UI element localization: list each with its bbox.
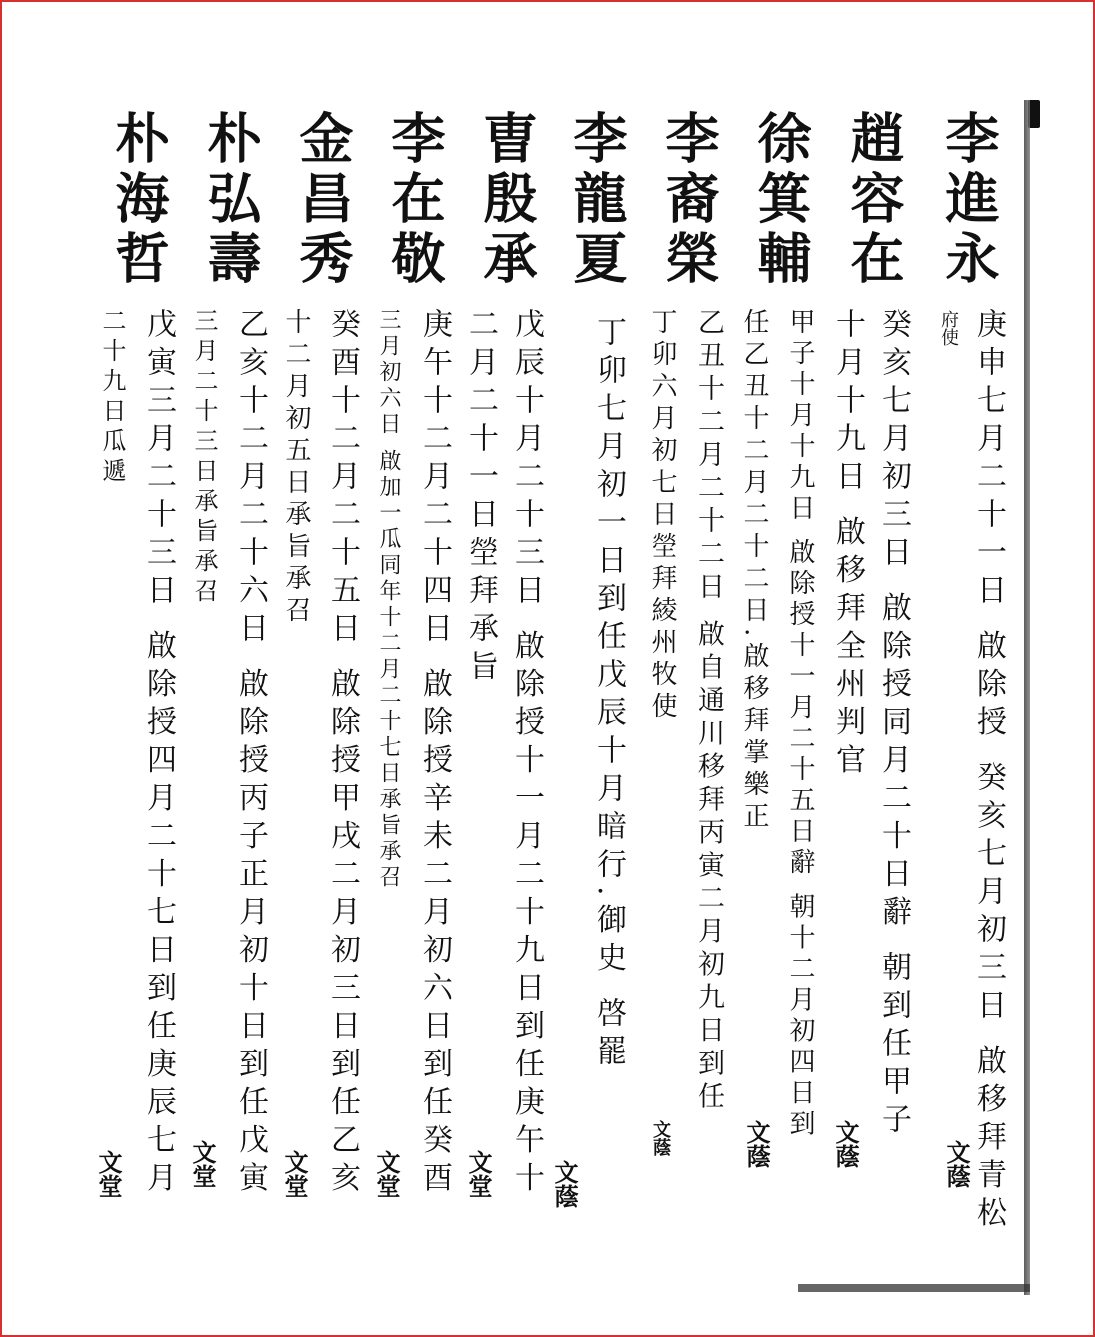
appointment-line: 戊辰十月二十三日 啟除授十一月二十九日到任庚午十 <box>509 308 544 1200</box>
appointment-line: 二月二十一日塋拜承旨 <box>463 308 498 688</box>
page-right-edge <box>1024 100 1030 1295</box>
official-name: 朴海哲 <box>107 110 171 290</box>
document-page <box>18 40 1018 1270</box>
official-name: 李進永 <box>937 110 1001 290</box>
appointment-line: 癸酉十二月二十五日 啟除授甲戌二月初三日到任乙亥 <box>325 308 360 1200</box>
appointment-line: 十月十九日 啟移拜全州判官 <box>830 308 865 782</box>
record-entry <box>180 110 278 1290</box>
record-entry <box>456 110 554 1290</box>
record-entry <box>364 110 462 1290</box>
appointment-line: 丁卯六月初七日塋拜綾州牧使 <box>647 308 677 724</box>
record-entry <box>272 110 370 1290</box>
appointment-line: 三月初六日 啟加一瓜同年十二月二十七日承旨承召 <box>376 308 401 891</box>
record-entry <box>918 110 1016 1290</box>
official-name: 曺殷承 <box>475 110 539 290</box>
record-entry <box>638 110 736 1290</box>
appointment-line: 甲子十月十九日 啟除授十一月二十五日辭 朝十二月初四日到 <box>785 308 815 1141</box>
official-name: 朴弘壽 <box>199 110 263 290</box>
rank-note: 文堂 <box>188 1140 217 1188</box>
appointment-line: 癸亥七月初三日 啟除授同月二十日辭 朝到任甲子 <box>876 308 911 1142</box>
official-name: 金昌秀 <box>291 110 355 290</box>
appointment-line: 二十九日瓜遞 <box>98 308 126 488</box>
rank-note: 文堂 <box>94 1150 123 1198</box>
official-name: 徐箕輔 <box>749 110 813 290</box>
rank-note: 文蔭 <box>942 1140 971 1188</box>
official-name: 趙容在 <box>842 110 906 290</box>
rank-note: 文蔭 <box>550 1160 579 1208</box>
appointment-line: 乙亥十二月二十六日 啟除授丙子正月初十日到任戊寅 <box>233 308 268 1200</box>
rank-note: 文蔭 <box>650 1120 671 1156</box>
appointment-line: 府使 <box>938 310 959 346</box>
appointment-line: 十二月初五日承旨承召 <box>281 308 311 628</box>
appointment-line: 任乙丑十二月二十二日.啟移拜掌樂正 <box>739 308 769 835</box>
rank-note: 文堂 <box>464 1150 493 1198</box>
official-name: 李龍夏 <box>565 110 629 290</box>
record-entry <box>823 110 921 1290</box>
rank-note: 文蔭 <box>831 1120 860 1168</box>
rank-note: 文蔭 <box>742 1120 771 1168</box>
appointment-line: 三月二十三日承旨承召 <box>190 308 218 608</box>
record-entry <box>546 110 644 1290</box>
appointment-line: 丁卯七月初一日到任戊辰十月暗行.御史 啓罷 <box>591 316 626 1074</box>
rank-note: 文堂 <box>280 1150 309 1198</box>
appointment-line: 戊寅三月二十三日 啟除授四月二十七日到任庚辰七月 <box>141 308 176 1200</box>
official-name: 李裔榮 <box>657 110 721 290</box>
official-name: 李在敬 <box>383 110 447 290</box>
appointment-line: 乙丑十二月二十二日 啟自通川移拜丙寅二月初九日到任 <box>693 308 724 1115</box>
record-entry <box>730 110 828 1290</box>
rank-note: 文堂 <box>372 1150 401 1198</box>
record-entry <box>88 110 186 1290</box>
appointment-line: 庚午十二月二十四日 啟除授辛未二月初六日到任癸酉 <box>417 308 452 1200</box>
appointment-line: 庚申七月二十一日 啟除授 癸亥七月初三日 啟移拜青松 <box>971 308 1006 1235</box>
